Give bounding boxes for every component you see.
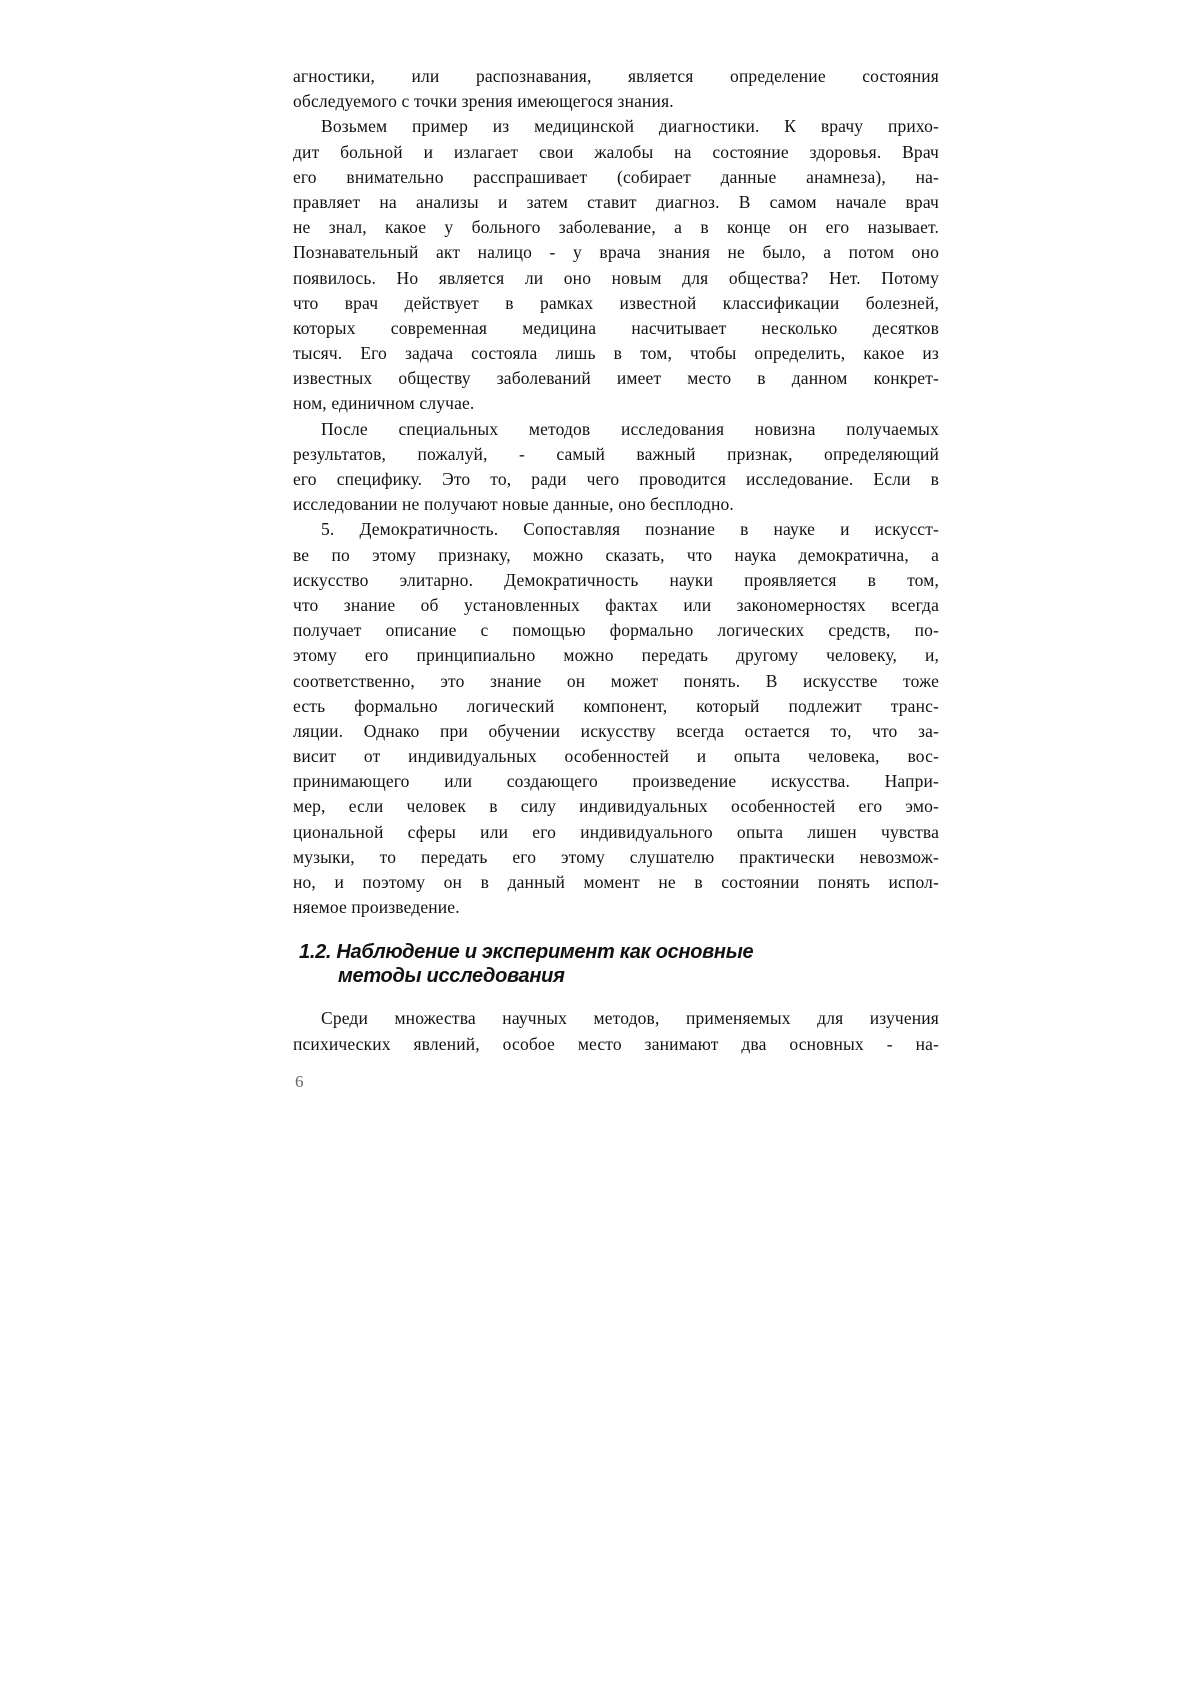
text-line: обследуемого с точки зрения имеющегося знания. <box>293 91 674 112</box>
document-page <box>293 64 939 1057</box>
text-line: соответственно, это знание он может понять. В искусстве тоже <box>293 670 939 691</box>
text-line: Возьмем пример из медицинской диагностики. К врачу прихо- <box>321 116 939 137</box>
text-line: Познавательный акт налицо - у врача знания не было, а потом оно <box>293 242 939 263</box>
text-line: висит от индивидуальных особенностей и опыта человека, вос- <box>293 746 939 767</box>
text-line: что врач действует в рамках известной классификации болезней, <box>293 292 939 313</box>
text-line: что знание об установленных фактах или закономерностях всегда <box>293 594 939 615</box>
text-line: правляет на анализы и затем ставит диагноз. В самом начале врач <box>293 191 939 212</box>
text-line: этому его принципиально можно передать другому человеку, и, <box>293 645 939 666</box>
text-line: ляции. Однако при обучении искусству всегда остается то, что за- <box>293 720 939 741</box>
text-line: циональной сферы или его индивидуального опыта лишен чувства <box>293 821 939 842</box>
text-line: его внимательно расспрашивает (собирает данные анамнеза), на- <box>293 166 939 187</box>
text-line: не знал, какое у больного заболевание, а в конце он его называет. <box>293 217 939 238</box>
text-line: агностики, или распознавания, является определение состояния <box>293 66 939 86</box>
text-line: результатов, пожалуй, - самый важный признак, определяющий <box>293 443 939 464</box>
text-line: 5. Демократичность. Сопоставляя познание в науке и искусст- <box>321 519 939 540</box>
text-line: ве по этому признаку, можно сказать, что наука демократична, а <box>293 544 939 565</box>
text-line: искусство элитарно. Демократичность науки проявляется в том, <box>293 569 939 590</box>
text-line: няемое произведение. <box>293 897 460 918</box>
text-line: которых современная медицина насчитывает несколько десятков <box>293 317 939 338</box>
text-line: мер, если человек в силу индивидуальных особенностей его эмо- <box>293 796 939 817</box>
text-line: После специальных методов исследования новизна получаемых <box>321 418 939 439</box>
text-line: дит больной и излагает свои жалобы на состояние здоровья. Врач <box>293 141 939 162</box>
text-after-heading <box>293 1006 939 1056</box>
text-line: получает описание с помощью формально логических средств, по- <box>293 620 939 641</box>
section-heading-line: 1.2. Наблюдение и эксперимент как основные <box>299 941 754 964</box>
text-line: но, и поэтому он в данный момент не в состоянии понять испол- <box>293 872 939 892</box>
text-line: известных обществу заболеваний имеет место в данном конкрет- <box>293 368 939 389</box>
page-number: 6 <box>295 1072 304 1091</box>
text-before-heading <box>293 64 939 920</box>
text-line: его специфику. Это то, ради чего проводится исследование. Если в <box>293 469 939 489</box>
text-line: появилось. Но является ли оно новым для общества? Нет. Потому <box>293 267 939 288</box>
text-line: музыки, то передать его этому слушателю практически невозмож- <box>293 846 939 867</box>
text-line: принимающего или создающего произведение искусства. Напри- <box>293 771 939 792</box>
text-line: исследовании не получают новые данные, оно бесплодно. <box>293 494 734 515</box>
text-line: Среди множества научных методов, применяемых для изучения <box>321 1008 939 1029</box>
text-line: тысяч. Его задача состояла лишь в том, чтобы определить, какое из <box>293 343 939 364</box>
text-line: психических явлений, особое место занимают два основных - на- <box>293 1033 939 1054</box>
section-heading-line: методы исследования <box>338 965 565 988</box>
text-line: есть формально логический компонент, который подлежит транс- <box>293 695 939 716</box>
section-heading <box>293 940 939 988</box>
text-line: ном, единичном случае. <box>293 393 475 414</box>
